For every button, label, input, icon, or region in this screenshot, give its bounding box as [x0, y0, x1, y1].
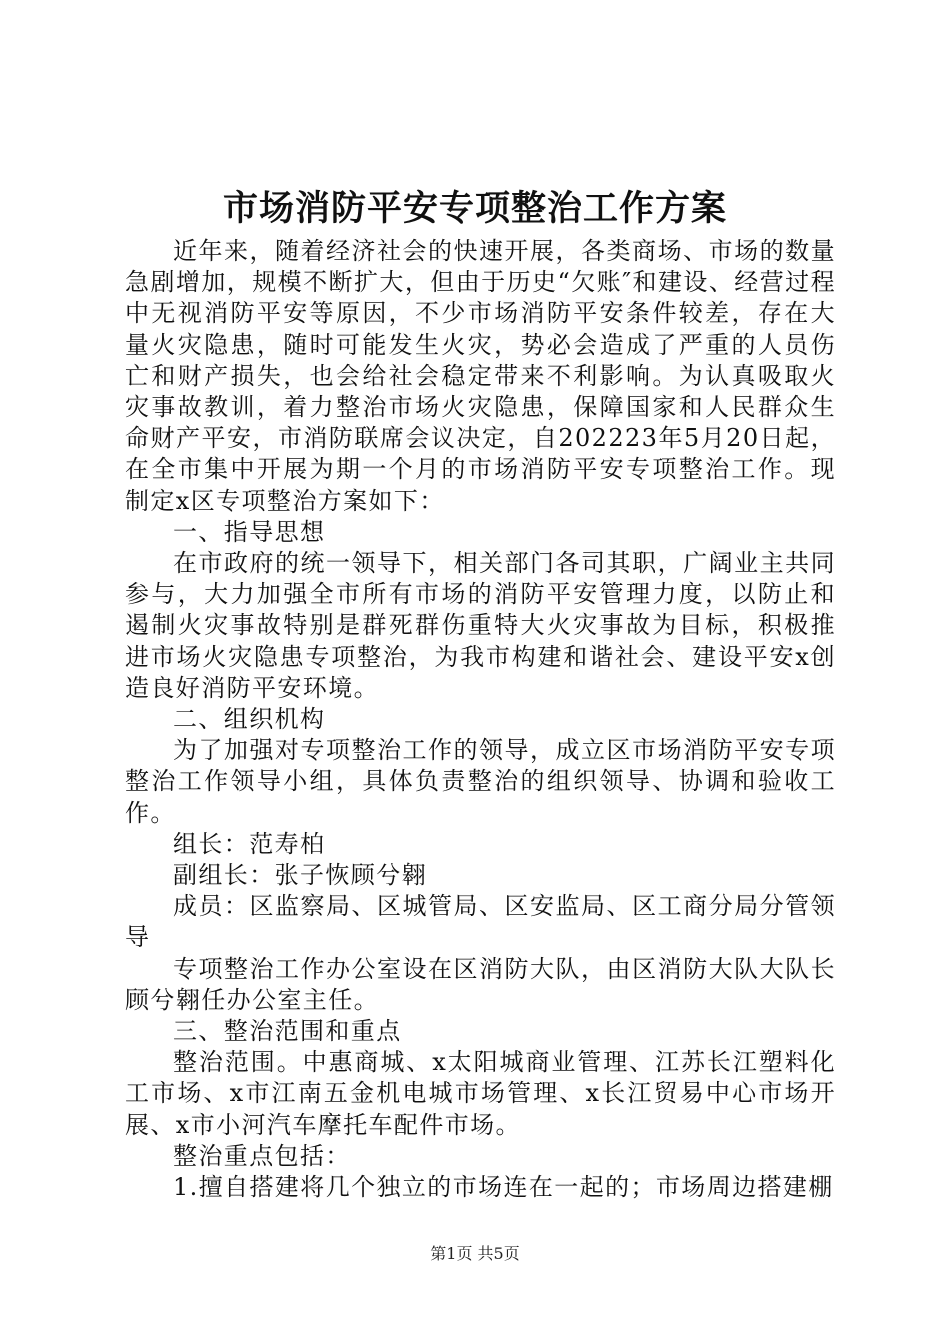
heading-scope: 三、整治范围和重点 [173, 1017, 402, 1046]
page-footer [0, 1242, 950, 1266]
page-number: 第1页 共5页 [430, 1244, 520, 1263]
paragraph-intro: 近年来，随着经济社会的快速开展，各类商场、市场的数量急剧增加，规模不断扩大，但由于历史“欠账″和建设、经营过程中无视消防平安等原因，不少市场消防平安条件较差，存在大量火灾隐患，随时可能发生火灾，势必会造成了严重的人员伤亡和财产损失，也会给社会稳定带来不利影响。为认真吸取火灾事故教训，着力整治市场火灾隐患，保障国家和人民群众生命财产平安，市消防联席会议决定，自202223年5月20日起，在全市集中开展为期一个月的市场消防平安专项整治工作。现制定x区专项整治方案如下： [125, 237, 836, 515]
paragraph-scope: 整治范围。中惠商城、x太阳城商业管理、江苏长江塑料化工市场、x市江南五金机电城市场管理、x长江贸易中心市场开展、x市小河汽车摩托车配件市场。 [125, 1048, 836, 1139]
document-body [125, 236, 836, 1203]
document-title: 市场消防平安专项整治工作方案 [222, 188, 727, 229]
paragraph-members: 成员：区监察局、区城管局、区安监局、区工商分局分管领导 [125, 892, 836, 952]
paragraph-key-points-intro: 整治重点包括： [173, 1141, 351, 1170]
paragraph-organization: 为了加强对专项整治工作的领导，成立区市场消防平安专项整治工作领导小组，具体负责整治的组织领导、协调和验收工作。 [125, 736, 836, 827]
paragraph-office: 专项整治工作办公室设在区消防大队，由区消防大队大队长顾兮翱任办公室主任。 [125, 954, 836, 1014]
heading-organization: 二、组织机构 [173, 705, 326, 734]
paragraph-deputy-leader: 副组长：张子恢顾兮翱 [173, 861, 427, 890]
paragraph-guiding-ideology: 在市政府的统一领导下，相关部门各司其职，广阔业主共同参与，大力加强全市所有市场的消防平安管理力度，以防止和遏制火灾事故特别是群死群伤重特大火灾事故为目标，积极推进市场火灾隐患专项整治，为我市构建和谐社会、建设平安x创造良好消防平安环境。 [125, 549, 836, 702]
heading-guiding-ideology: 一、指导思想 [173, 517, 326, 546]
paragraph-key-point-1: 1.擅自搭建将几个独立的市场连在一起的；市场周边搭建棚 [173, 1173, 834, 1202]
paragraph-team-leader: 组长：范寿柏 [173, 829, 326, 858]
